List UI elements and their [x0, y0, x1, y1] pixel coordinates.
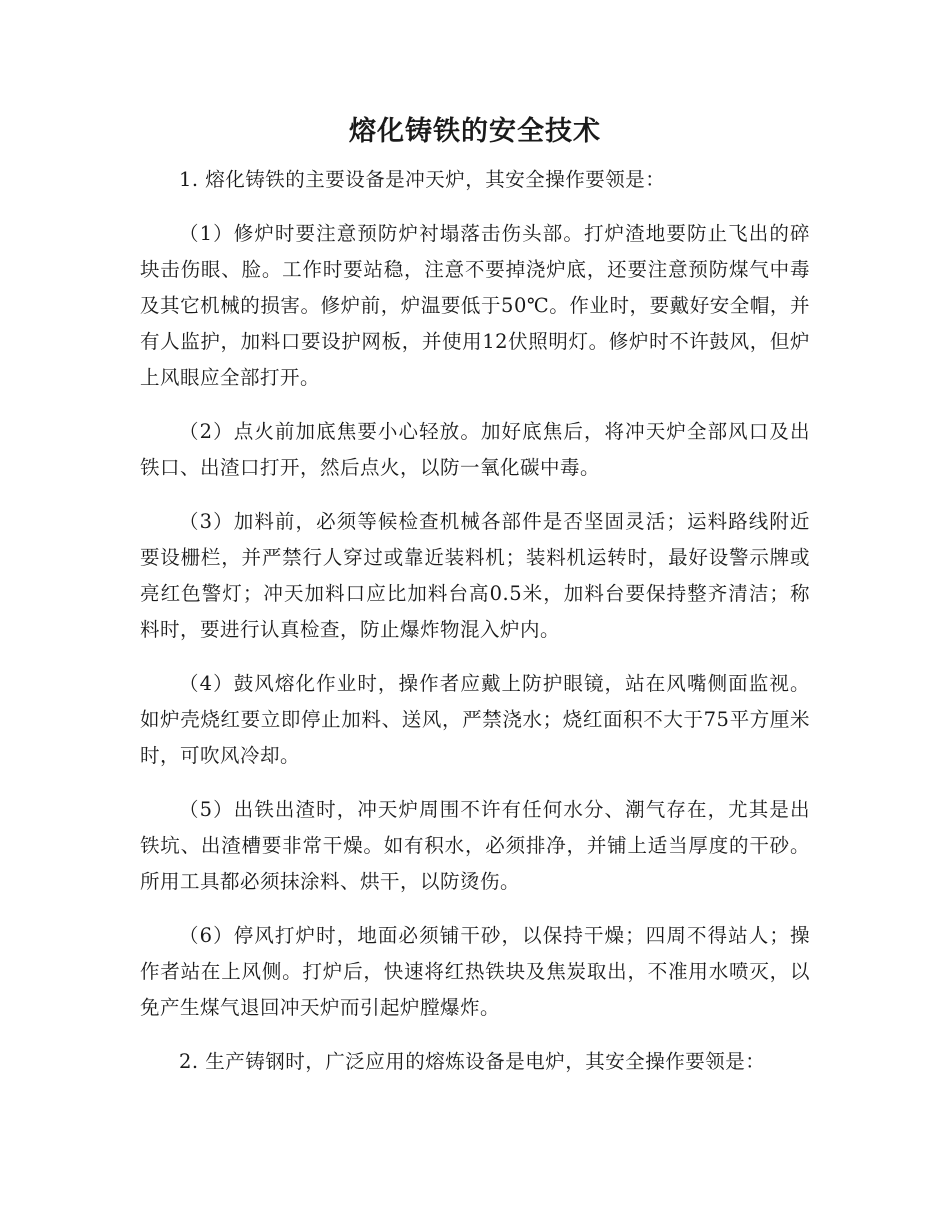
section-1-heading: 1. 熔化铸铁的主要设备是冲天炉，其安全操作要领是： [179, 168, 666, 191]
paragraph-item-5: （5）出铁出渣时，冲天炉周围不许有任何水分、潮气存在，尤其是出铁坑、出渣槽要非常干燥。如有积水，必须排净，并铺上适当厚度的干砂。所用工具都必须抹涂料、烘干，以防烫伤。 [140, 798, 810, 893]
paragraph-item-6: （6）停风打炉时，地面必须铺干砂，以保持干燥；四周不得站人；操作者站在上风侧。打炉后，快速将红热铁块及焦炭取出，不准用水喷灭，以免产生煤气退回冲天炉而引起炉膛爆炸。 [140, 924, 810, 1019]
document-title: 熔化铸铁的安全技术 [349, 116, 601, 147]
paragraph-item-2: （2）点火前加底焦要小心轻放。加好底焦后，将冲天炉全部风口及出铁口、出渣口打开，然后点火，以防一氧化碳中毒。 [140, 420, 810, 479]
paragraph-item-3: （3）加料前，必须等候检查机械各部件是否坚固灵活；运料路线附近要设栅栏，并严禁行人穿过或靠近装料机；装料机运转时，最好设警示牌或亮红色警灯；冲天加料口应比加料台高0.5米，加料台要保持整齐清洁；称料时，要进行认真检查，防止爆炸物混入炉内。 [140, 510, 810, 641]
paragraph-item-4: （4）鼓风熔化作业时，操作者应戴上防护眼镜，站在风嘴侧面监视。如炉壳烧红要立即停止加料、送风，严禁浇水；烧红面积不大于75平方厘米时，可吹风冷却。 [140, 672, 810, 767]
paragraph-item-1: （1）修炉时要注意预防炉衬塌落击伤头部。打炉渣地要防止飞出的碎块击伤眼、脸。工作时要站稳，注意不要掉浇炉底，还要注意预防煤气中毒及其它机械的损害。修炉前，炉温要低于50℃。作业时，要戴好安全帽，并有人监护，加料口要设护网板，并使用12伏照明灯。修炉时不许鼓风，但炉上风眼应全部打开。 [140, 222, 810, 389]
section-2-heading: 2. 生产铸钢时，广泛应用的熔炼设备是电炉，其安全操作要领是： [179, 1050, 766, 1073]
